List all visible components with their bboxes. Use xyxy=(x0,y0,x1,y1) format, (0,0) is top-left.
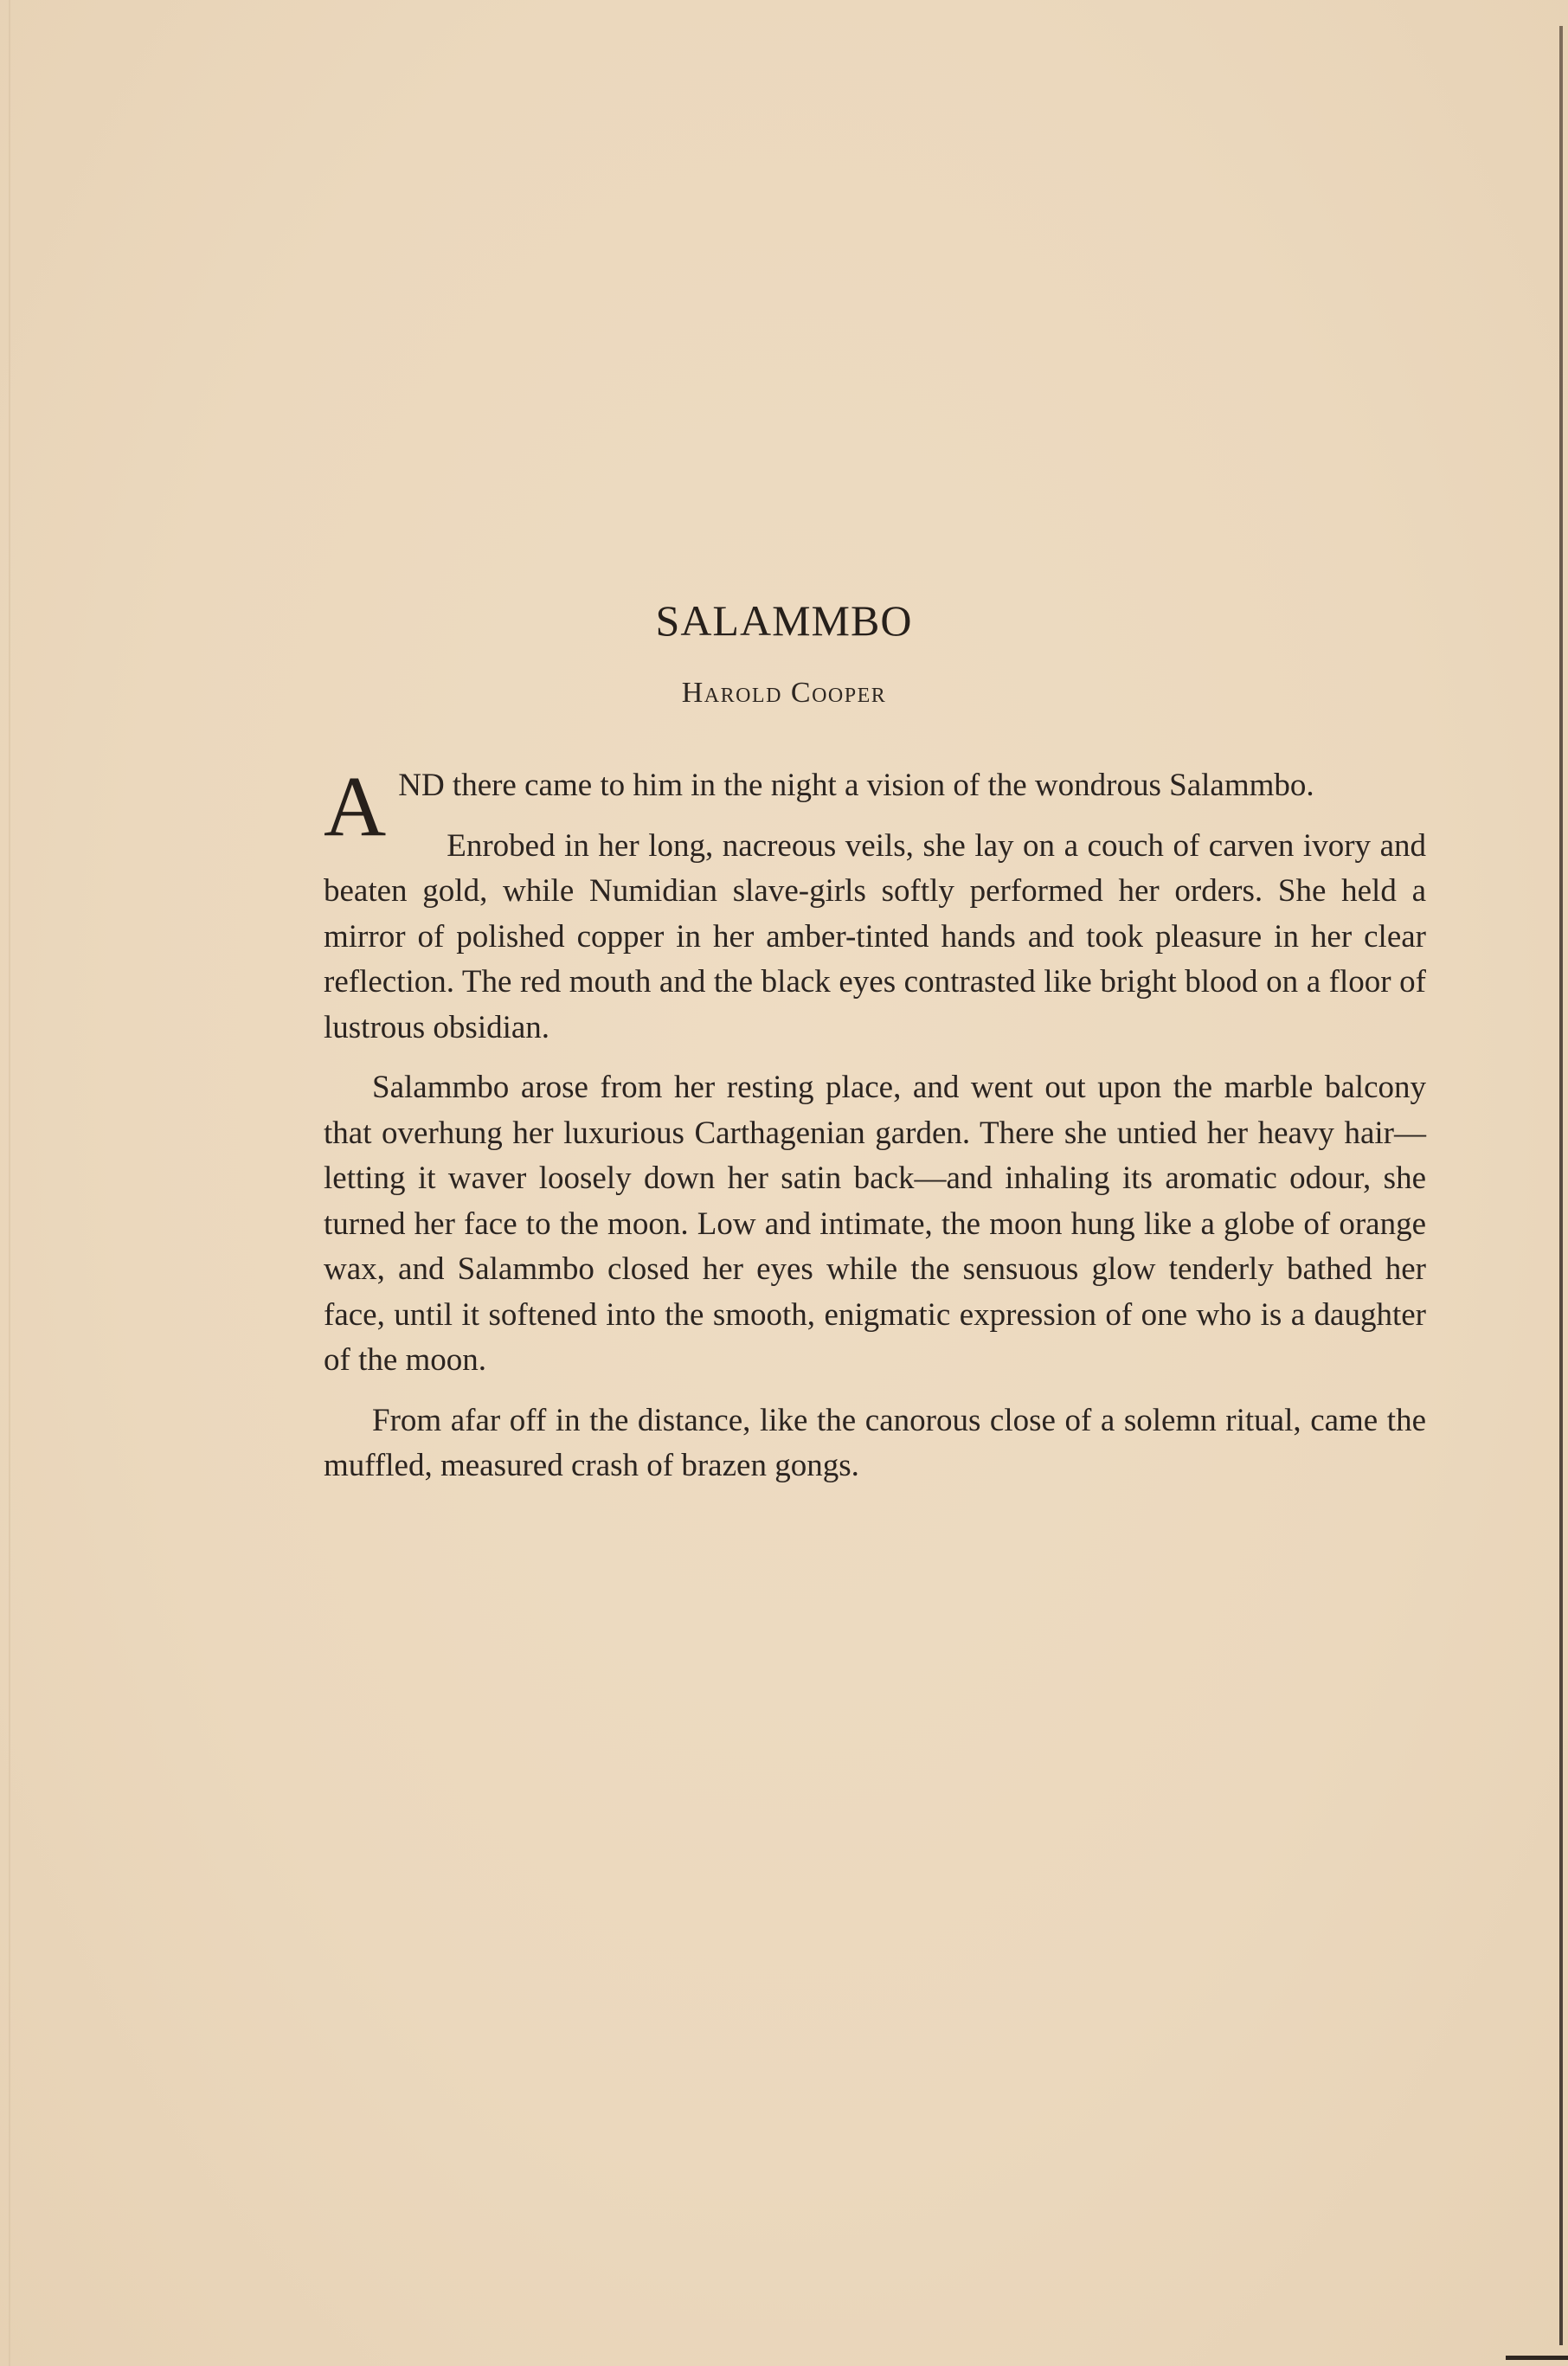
drop-cap: A xyxy=(324,758,387,854)
story-title: SALAMMBO xyxy=(655,596,913,645)
paragraph-1-text: ND there came to him in the night a vision of the wondrous Salammbo. xyxy=(398,768,1314,803)
page-right-edge xyxy=(1559,26,1563,2345)
paragraph-2: Enrobed in her long, nacreous veils, she lay on a couch of carven ivory and beaten gold, while Numidian slave-girls softly performed her orders. She held a mirror of polished copper in her amber-tinted hands and took pleasure in her clear reflection. The red mouth and the black eyes contrasted like bright blood on a floor of lustrous obsidian. xyxy=(324,827,1426,1045)
paragraph-1 xyxy=(324,758,1426,854)
story-body xyxy=(324,758,1426,1504)
page-bottom-edge xyxy=(1506,2356,1568,2360)
paragraph-4: From afar off in the distance, like the canorous close of a solemn ritual, came the muffled, measured crash of brazen gongs. xyxy=(324,1402,1426,1483)
story-author: Harold Cooper xyxy=(681,677,887,709)
page-left-edge xyxy=(9,0,10,2366)
paragraph-3: Salammbo arose from her resting place, and went out upon the marble balcony that overhung her luxurious Carthagenian garden. There she untied her heavy hair—letting it waver loosely down her satin back—and inhaling its aromatic odour, she turned her face to the moon. Low and intimate, the moon hung like a globe of orange wax, and Salammbo closed her eyes while the sensuous glow tenderly bathed her face, until it softened into the smooth, enigmatic expression of one who is a daughter of the moon. xyxy=(324,1070,1426,1378)
